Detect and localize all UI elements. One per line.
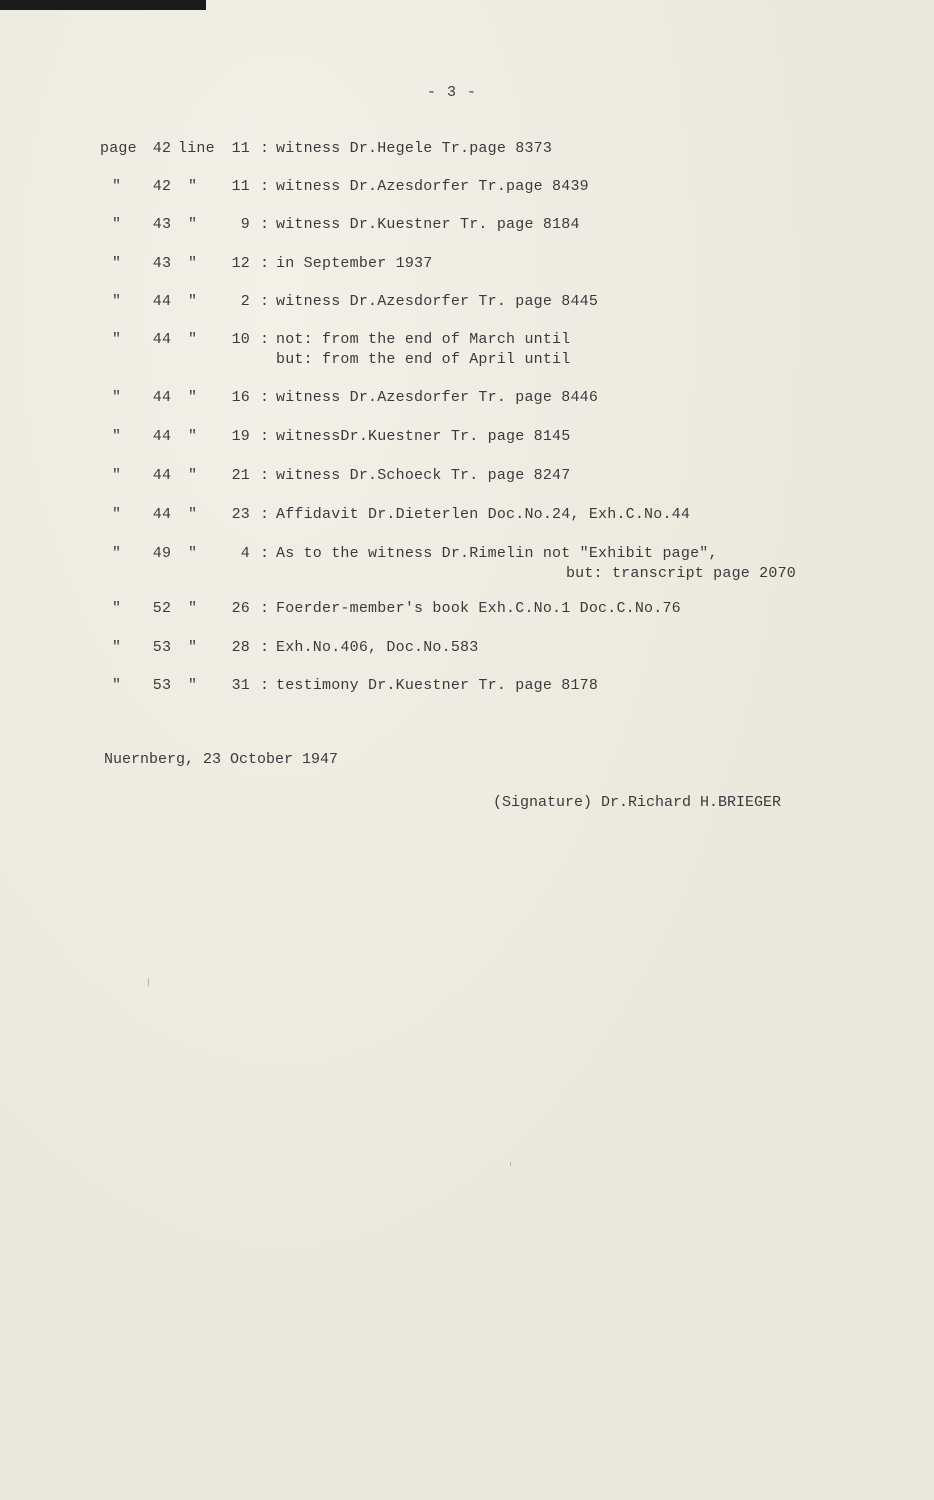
errata-row bbox=[100, 291, 820, 315]
line-number-ref: 12 bbox=[231, 255, 250, 272]
separator-colon: : bbox=[260, 216, 270, 233]
correction-text: witnessDr.Kuestner Tr. page 8145 bbox=[276, 428, 571, 445]
errata-row bbox=[100, 598, 820, 622]
ditto-mark: " bbox=[188, 178, 198, 195]
separator-colon: : bbox=[260, 428, 270, 445]
page-number-ref: 49 bbox=[152, 545, 172, 562]
correction-text-continued: but: from the end of April until bbox=[276, 351, 571, 368]
line-number-ref: 4 bbox=[240, 545, 250, 562]
errata-row bbox=[100, 138, 820, 162]
separator-colon: : bbox=[260, 255, 270, 272]
line-number-ref: 28 bbox=[231, 639, 250, 656]
errata-row bbox=[100, 465, 820, 489]
correction-text: witness Dr.Kuestner Tr. page 8184 bbox=[276, 216, 580, 233]
ditto-mark: " bbox=[112, 677, 122, 694]
page-number-ref: 53 bbox=[152, 677, 172, 694]
ditto-mark: " bbox=[112, 255, 122, 272]
ditto-mark: " bbox=[112, 389, 122, 406]
correction-text: witness Dr.Azesdorfer Tr.page 8439 bbox=[276, 178, 589, 195]
errata-row bbox=[100, 504, 820, 528]
line-number-ref: 21 bbox=[231, 467, 250, 484]
ditto-mark: " bbox=[188, 600, 198, 617]
page-number-ref: 42 bbox=[152, 178, 172, 195]
page-number-ref: 52 bbox=[152, 600, 172, 617]
errata-row bbox=[100, 214, 820, 238]
separator-colon: : bbox=[260, 293, 270, 310]
errata-row bbox=[100, 176, 820, 200]
ditto-mark: " bbox=[112, 545, 122, 562]
page-number-ref: 44 bbox=[152, 389, 172, 406]
errata-row bbox=[100, 253, 820, 277]
correction-text: Affidavit Dr.Dieterlen Doc.No.24, Exh.C.No.44 bbox=[276, 506, 691, 523]
line-label: line bbox=[178, 140, 215, 157]
separator-colon: : bbox=[260, 467, 270, 484]
ditto-mark: " bbox=[112, 506, 122, 523]
errata-row bbox=[100, 329, 820, 373]
page-number-ref: 42 bbox=[152, 140, 172, 157]
line-number-ref: 11 bbox=[231, 178, 250, 195]
ditto-mark: " bbox=[112, 331, 122, 348]
line-number-ref: 11 bbox=[231, 140, 250, 157]
correction-text: witness Dr.Schoeck Tr. page 8247 bbox=[276, 467, 571, 484]
page-label: page bbox=[100, 140, 137, 157]
correction-text: witness Dr.Hegele Tr.page 8373 bbox=[276, 140, 553, 157]
errata-row bbox=[100, 387, 820, 411]
ditto-mark: " bbox=[112, 467, 122, 484]
binding-tab bbox=[0, 0, 206, 10]
correction-text-continued: but: transcript page 2070 bbox=[565, 565, 796, 582]
line-number-ref: 10 bbox=[231, 331, 250, 348]
separator-colon: : bbox=[260, 506, 270, 523]
separator-colon: : bbox=[260, 178, 270, 195]
separator-colon: : bbox=[260, 545, 270, 562]
page-number-ref: 43 bbox=[152, 255, 172, 272]
ditto-mark: " bbox=[188, 428, 198, 445]
correction-text: not: from the end of March until bbox=[276, 331, 571, 348]
separator-colon: : bbox=[260, 639, 270, 656]
paper-speck bbox=[148, 978, 149, 986]
errata-row bbox=[100, 426, 820, 450]
signature-line: (Signature) Dr.Richard H.BRIEGER bbox=[493, 794, 782, 811]
errata-row bbox=[100, 543, 820, 587]
ditto-mark: " bbox=[112, 216, 122, 233]
page-number-ref: 44 bbox=[152, 506, 172, 523]
line-number-ref: 9 bbox=[240, 216, 250, 233]
ditto-mark: " bbox=[188, 389, 198, 406]
errata-row bbox=[100, 675, 820, 699]
separator-colon: : bbox=[260, 331, 270, 348]
correction-text: As to the witness Dr.Rimelin not "Exhibit page", bbox=[276, 545, 718, 562]
line-number-ref: 31 bbox=[231, 677, 250, 694]
ditto-mark: " bbox=[188, 331, 198, 348]
ditto-mark: " bbox=[188, 506, 198, 523]
separator-colon: : bbox=[260, 600, 270, 617]
ditto-mark: " bbox=[112, 639, 122, 656]
page-number-ref: 43 bbox=[152, 216, 172, 233]
page-number-ref: 44 bbox=[152, 467, 172, 484]
page-number-ref: 44 bbox=[152, 331, 172, 348]
correction-text: witness Dr.Azesdorfer Tr. page 8445 bbox=[276, 293, 599, 310]
correction-text: in September 1937 bbox=[276, 255, 433, 272]
line-number-ref: 26 bbox=[231, 600, 250, 617]
line-number-ref: 2 bbox=[240, 293, 250, 310]
ditto-mark: " bbox=[188, 545, 198, 562]
page-number-ref: 44 bbox=[152, 293, 172, 310]
page-number-ref: 44 bbox=[152, 428, 172, 445]
ditto-mark: " bbox=[188, 293, 198, 310]
ditto-mark: " bbox=[112, 178, 122, 195]
ditto-mark: " bbox=[188, 467, 198, 484]
page-number: - 3 - bbox=[426, 84, 477, 101]
place-and-date: Nuernberg, 23 October 1947 bbox=[104, 751, 339, 768]
separator-colon: : bbox=[260, 389, 270, 406]
separator-colon: : bbox=[260, 140, 270, 157]
line-number-ref: 19 bbox=[231, 428, 250, 445]
ditto-mark: " bbox=[112, 600, 122, 617]
ditto-mark: " bbox=[188, 255, 198, 272]
ditto-mark: " bbox=[112, 428, 122, 445]
correction-text: Foerder-member's book Exh.C.No.1 Doc.C.No.76 bbox=[276, 600, 681, 617]
ditto-mark: " bbox=[188, 216, 198, 233]
page-number-ref: 53 bbox=[152, 639, 172, 656]
correction-text: testimony Dr.Kuestner Tr. page 8178 bbox=[276, 677, 599, 694]
correction-text: Exh.No.406, Doc.No.583 bbox=[276, 639, 479, 656]
line-number-ref: 23 bbox=[231, 506, 250, 523]
correction-text: witness Dr.Azesdorfer Tr. page 8446 bbox=[276, 389, 599, 406]
ditto-mark: " bbox=[188, 639, 198, 656]
separator-colon: : bbox=[260, 677, 270, 694]
errata-row bbox=[100, 637, 820, 661]
ditto-mark: " bbox=[112, 293, 122, 310]
paper-speck bbox=[510, 1162, 511, 1166]
ditto-mark: " bbox=[188, 677, 198, 694]
line-number-ref: 16 bbox=[231, 389, 250, 406]
